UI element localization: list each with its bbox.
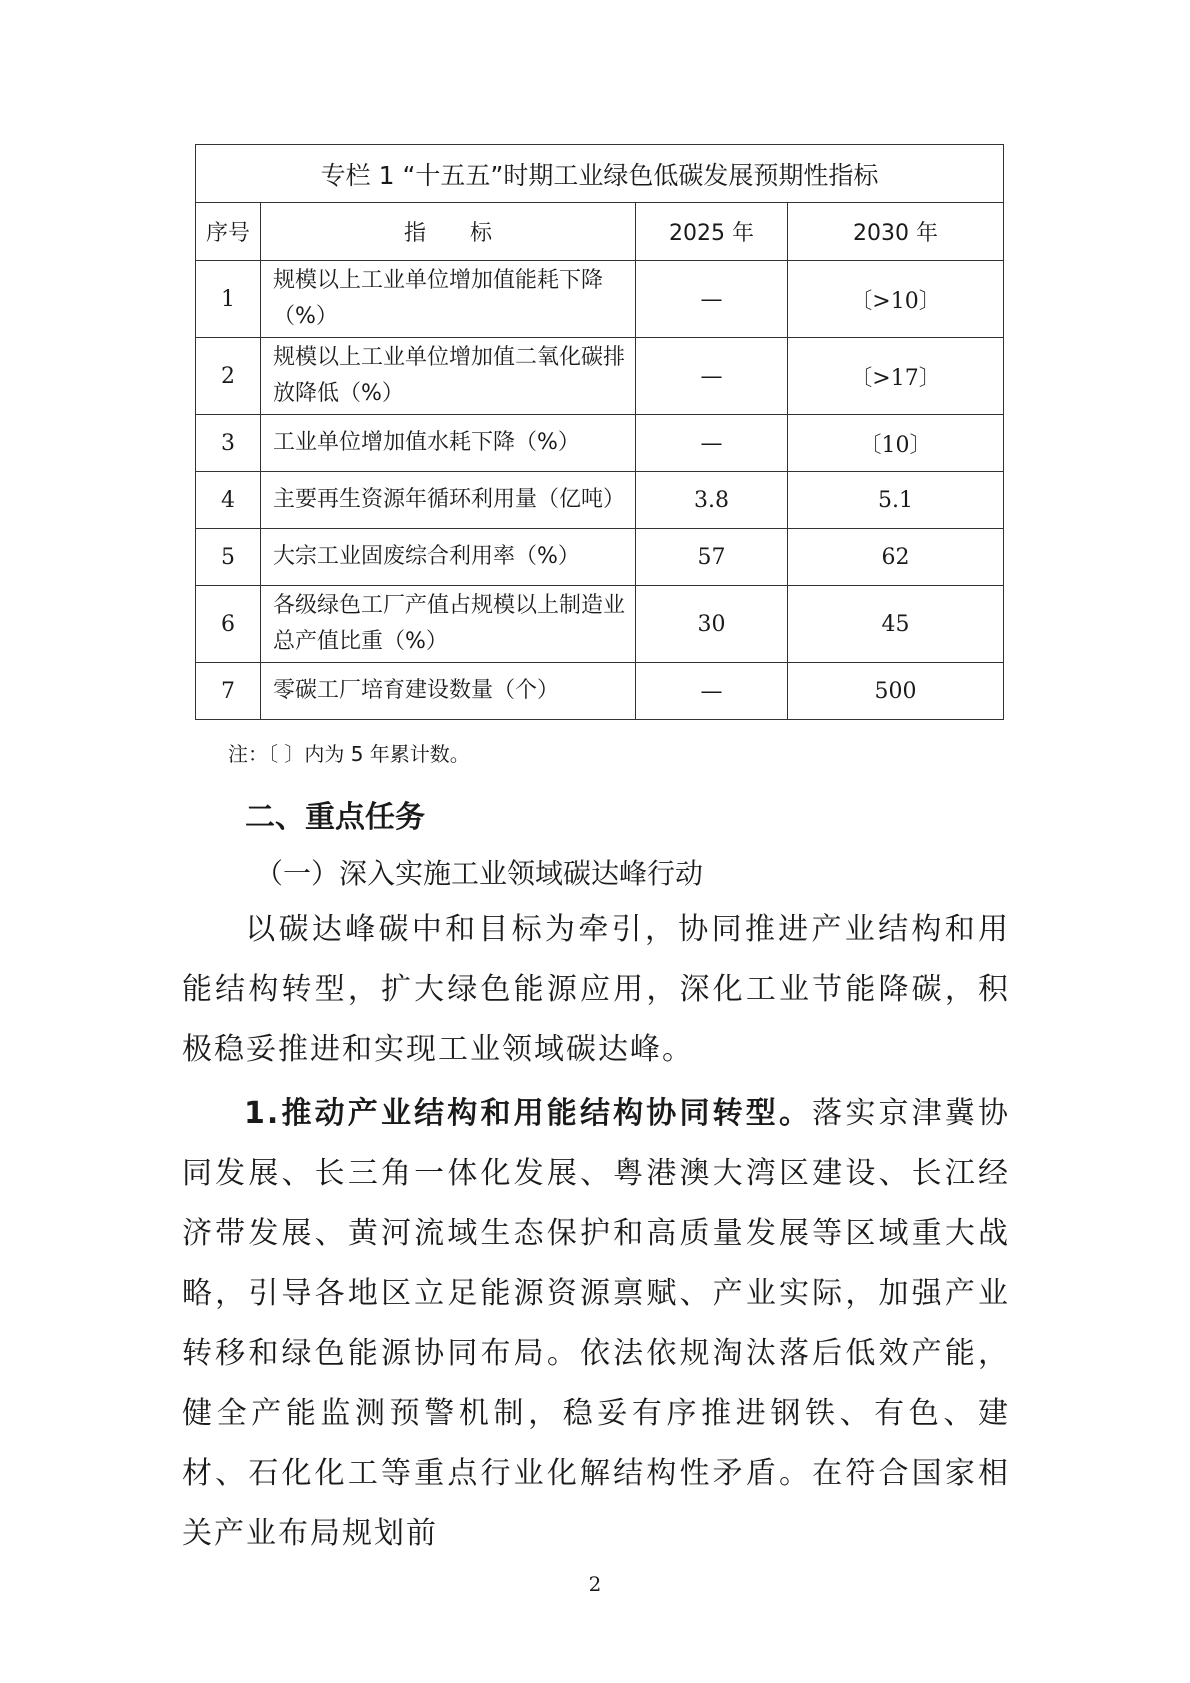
row-no: 2 [196,338,261,415]
table-header-row [196,203,1004,261]
row-2025: — [636,338,788,415]
header-indicator: 指 标 [261,203,636,261]
row-2025: — [636,663,788,720]
row-no: 7 [196,663,261,720]
table-row [196,261,1004,338]
row-2025: 57 [636,529,788,586]
table-row [196,415,1004,472]
row-indicator: 规模以上工业单位增加值二氧化碳排放降低（%） [261,338,636,415]
indicator-table [195,144,1004,720]
subsection-heading: （一）深入实施工业领域碳达峰行动 [255,857,704,890]
header-no: 序号 [196,203,261,261]
table-caption: 专栏 1 “十五五”时期工业绿色低碳发展预期性指标 [196,145,1004,203]
row-no: 5 [196,529,261,586]
row-indicator: 大宗工业固废综合利用率（%） [261,529,636,586]
section-heading: 二、重点任务 [245,800,425,835]
table-row [196,529,1004,586]
table-row [196,586,1004,663]
row-no: 6 [196,586,261,663]
row-no: 3 [196,415,261,472]
table-row [196,338,1004,415]
paragraph-lead: 1.推动产业结构和用能结构协同转型。 [244,1096,813,1131]
paragraph-text: 落实京津冀协同发展、长三角一体化发展、粤港澳大湾区建设、长江经济带发展、黄河流域生态保护和高质量发展等区域重大战略，引导各地区立足能源资源禀赋、产业实际，加强产业转移和绿色能源协同布局。依法依规淘汰落后低效产能，健全产能监测预警机制，稳妥有序推进钢铁、有色、建材、石化化工等重点行业化解结构性矛盾。在符合国家相关产业布局规划前 [182,1096,1011,1551]
table-row [196,472,1004,529]
row-2030: 62 [788,529,1004,586]
row-2030: 45 [788,586,1004,663]
row-indicator: 规模以上工业单位增加值能耗下降（%） [261,261,636,338]
row-indicator: 主要再生资源年循环利用量（亿吨） [261,472,636,529]
row-2025: — [636,261,788,338]
row-2025: 30 [636,586,788,663]
row-indicator: 工业单位增加值水耗下降（%） [261,415,636,472]
table-row [196,663,1004,720]
row-indicator: 各级绿色工厂产值占规模以上制造业总产值比重（%） [261,586,636,663]
row-2030: 5.1 [788,472,1004,529]
row-indicator: 零碳工厂培育建设数量（个） [261,663,636,720]
row-2025: 3.8 [636,472,788,529]
paragraph [182,900,1010,1080]
row-no: 4 [196,472,261,529]
row-2030: 500 [788,663,1004,720]
row-2030: 〔10〕 [788,415,1004,472]
row-2030: 〔>17〕 [788,338,1004,415]
row-2030: 〔>10〕 [788,261,1004,338]
row-no: 1 [196,261,261,338]
paragraph-text: 以碳达峰碳中和目标为牵引，协同推进产业结构和用能结构转型，扩大绿色能源应用，深化工业节能降碳，积极稳妥推进和实现工业领域碳达峰。 [182,912,1010,1067]
page-number: 2 [588,1572,602,1596]
paragraph [182,1084,1010,1564]
row-2025: — [636,415,788,472]
header-2025: 2025 年 [636,203,788,261]
header-2030: 2030 年 [788,203,1004,261]
table-note: 注：〔 〕内为 5 年累计数。 [228,742,470,766]
